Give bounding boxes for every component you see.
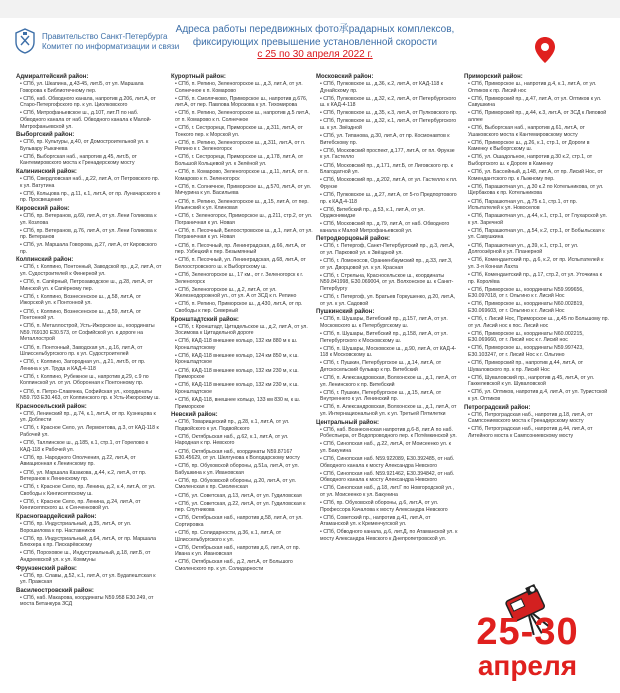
address-item: • СПб, пр. Индустриальный, д.35, лит.А, от ул. Ворошилова к пр. Наставников <box>20 521 162 534</box>
header <box>0 18 620 68</box>
address-item: • СПб, г. Красное Село, пр. Ленина, д.24, лит.А, от Кингисеппского ш. к Сенченковой ул. <box>20 499 162 512</box>
address-item: • СПб, ул. Бассейный, д.148, лит.А, от пр. Лисий Нос, от Комендантского пр. к Лыжному пер. <box>468 169 610 182</box>
address-item: • СПб, Парашютная ул., д.54, к.2, стр.1, от Бобыльская к ул. Савушкина <box>468 228 610 241</box>
address-item: • СПб, пр. Славы, д.52, к.1, лит.А, от ул. Будапештская к ул. Пражская <box>20 573 162 586</box>
address-item: • СПб, Московский проспект, д.177, лит.А, от пл. Фрунзе к ул. Гастелло <box>320 148 458 161</box>
address-item: • СПб, Октябрьская наб., напротив д.58, лит.А, от ул. Сортировка <box>175 515 313 528</box>
address-item: • СПб, г. Ломоносов, Ораниенбаумский пр., д.33, лит.З, от ул. Дворцовой ул. к ул. Красная <box>320 258 458 271</box>
address-item: • СПб, пр. Обуховской обороны, д.6, лит.А, от ул. Профессора Качалова к мосту Александра Невского <box>320 500 458 513</box>
address-item: • СПб, п. Сапёрный, Петрозаводское ш., д.28, лит.А, от Минской ул. к Сапёрному пер. <box>20 279 162 292</box>
address-item: • СПб, пр. Обуховской обороны, д.51а, лит.А, от ул. Бабушкина к ул. Ивановская <box>175 463 313 476</box>
address-item: • СПб, наб. Обводного канала, напротив д.206, лит.А, от Старо-Петергофского пр. к ул. Циолковского <box>20 96 162 109</box>
address-item: • СПб, Приморское ш., напротив д.4, к.1, лит.А, от ул. Оптиков к пр. Лисий нос <box>468 81 610 94</box>
address-item: • СПб, пр. Культуры, д.40, от Домостроительной ул. к Бульвару Рыкачева <box>20 139 162 152</box>
address-item: • СПб, Свердловская наб., д.22, лит.А, от Петровского пр. к ул. Ватутина <box>20 176 162 189</box>
address-item: • СПб, КАД-118 внешнее кольцо, 132 км 880 м к ш. Кронштадтскому <box>175 338 313 351</box>
address-column-3 <box>316 72 458 687</box>
address-item: • СПб, Московский пр., д.79, лит.А, от наб. Обводного канала к Малой Митрофаньевской ул. <box>320 221 458 234</box>
address-item: • СПб, ул. Типанова, д.30, лит.А, от пр. Космонавтов к Витебскому пр. <box>320 133 458 146</box>
district-heading: Красносельский район: <box>16 403 87 410</box>
address-item: • СПб, г. Пушкин, Петербургское ш., д.14, лит.А, от Детскосельский бульвар к пр. Витебский <box>320 360 458 373</box>
address-item: • СПб, ул. Шкапина, д.43-45, лит.Б, от ул. Маршала Говорова к Библиотечному пер. <box>20 81 162 94</box>
title-line-2: фиксирующих превышение установленной скорости <box>192 36 438 48</box>
title-dates: с 25 по 30 апреля 2022 г. <box>257 49 373 60</box>
address-item: • СПб, г. Пушкин, Петербургское ш., д.15, лит.А, от Внутреннего к ул. Ленинский пр. <box>320 390 458 403</box>
address-item: • СПб, ул. Маршала Казакова, д.44, к.2, лит.А, от пр. Ветеранов к Ленинскому пр. <box>20 470 162 483</box>
address-item: • СПб, п. Александровская, Волхонское ш., д.1, лит.А, от ул. Ленинского к пр. Витебский <box>320 375 458 388</box>
address-item: • СПб, г. Колпино, Рубежное ш., напротив д.29, с.9 по Колпинской ул. от ул. Оборонная к Понтонному пр. <box>20 374 162 387</box>
promo-dates-month: апреля <box>477 650 578 681</box>
address-item: • СПб, г. Колпино, Вознесенское ш., д.58, лит.А, от Ижорской ул. к Понтонной ул. <box>20 294 162 307</box>
government-logo <box>14 26 180 56</box>
logo-line-1: Правительство Санкт-Петербурга <box>42 32 168 41</box>
district-heading: Пушкинский район: <box>316 309 375 316</box>
address-item: • СПб, КАД-118 внешнее кольцо, 124 км 850 м, к ш. Кронштадтское <box>175 353 313 366</box>
address-item: • СПб, Приморский пр., д.47, лит.А, от ул. Оптиков к ул. Савушкина <box>468 96 610 109</box>
address-item: • СПб, Синопская наб. N59.922089, E30.392485, от наб. Обводного канала к мосту Александра Невского <box>320 456 458 469</box>
address-item: • СПб, Советский пр., напротив д.41, лит.А, от Атаманской ул. к Кременчугской ул. <box>320 515 458 528</box>
address-item: • СПб, п. Шушары, Витебский пр., д.157, лит.А, от ул. Московского ш. к Петербургскому ш. <box>320 316 458 329</box>
address-item: • СПб, пр. Обуховской обороны, д.20, лит.А, от ул. Смоленская к пр. Смоленская <box>175 478 313 491</box>
address-column-1 <box>16 72 162 687</box>
district-heading: Красногвардейский район: <box>16 514 97 521</box>
district-heading: Московский район: <box>316 74 374 80</box>
address-item: • СПб, Приморское ш., координаты N59.997423, E30.103247, от г. Лисий Нос к г. Ольгино <box>468 345 610 358</box>
promo-dates-range: 25-30 <box>476 611 579 653</box>
address-item: • СПб, КАД-118 внешнее кольцо, 132 км 230 м, к ш. Кронштадтское <box>175 382 313 395</box>
address-item: • СПб, Петроградская наб., напротив д.18, лит.А, от Сампсониевского моста к Гренадерскому мосту <box>468 412 610 425</box>
address-item: • СПб, пр. Индустриальный, д.64, лит.А, от пр. Маршала Блюхера к пр. Пискарёвскому <box>20 536 162 549</box>
district-heading: Петроградский район: <box>464 404 531 411</box>
address-item: • СПб, п. Понтонный, Заводская ул., д.16, лит.А, от Шлиссельбургского пр. к ул. Судостроителей <box>20 345 162 358</box>
promo-dates <box>435 613 620 681</box>
address-item: • СПб, Приморское ш., координаты N59.999656, E30.097018, от г. Ольгино к г. Лисий Нос <box>468 287 610 300</box>
address-item: • СПб, КАД-118 внешнее кольцо, 132 км 230 м, к ш. Приморское <box>175 368 313 381</box>
address-item: • СПб, п. Металлострой, Усть-Ижорское ш., координаты N59.769130 E30.573, от Софийской ул. к дороге на Металлострой <box>20 323 162 343</box>
address-item: • СПб, Пулковское ш., д.27, лит.А, от 5-го Предпортового пр. к КАД-4-118 <box>320 192 458 205</box>
address-item: • СПб, ул. Маршала Говорова, д.27, лит.А, от Кировского пр. <box>20 242 162 255</box>
address-item: • СПб, Шуваловский пр., напротив д.45, лит.А, от ул. Гаккелевской к ул. Шуваловской <box>468 375 610 388</box>
address-item: • СПб, п. Репино, Зеленогорское ш., напротив д.5 лит.А, от п. Комарово к п. Солнечное <box>175 110 313 123</box>
address-item: • СПб, п. Репино, Зеленогорское ш., д.3, лит.А, от ул. Солнечное к п. Комарово <box>175 81 313 94</box>
address-item: • СПб, Приморский пр., напротив д.44, лит.А, от Шуваловского пр. к пр. Лисий Нос <box>468 360 610 373</box>
address-item: • СПб, п. Комарово, Зеленогорское ш., д.11, лит.А, от п. Комарово к п. Зеленогорск <box>175 169 313 182</box>
district-heading: Адмиралтейский район: <box>16 74 89 80</box>
address-item: • СПб, г. Стрельна, Красносельское ш., координаты N59.841998, E30.069004, от ул. Волхонское ш. к Санкт-Петербургу <box>320 273 458 293</box>
address-item: • СПб, г. Петергоф, ул. Братьев Горкушенко, д.20, лит.А, от ул. к ул. Садовой <box>320 294 458 307</box>
address-item: • СПб, Приморское ш., координаты N60.002215, E30.069660, от г. Лисий нос к г. Лисий нос <box>468 331 610 344</box>
logo-line-2: Комитет по информатизации и связи <box>42 42 180 51</box>
address-item: • СПб, Октябрьская наб., д.2, лит.А, от Большого Смоленского пр. к ул. Солидарности <box>175 559 313 572</box>
district-heading: Выборгский район: <box>16 132 75 139</box>
address-item: • СПб, г. Красное Село, пр. Ленина, д.2, к.4, лит.А, от ул. Свободы к Кингисеппскому ш. <box>20 484 162 497</box>
address-item: • СПб, ул. Оптиков, напротив д.4, лит.А, от ул. Туристской к ул. Оптиков <box>468 389 610 402</box>
address-item: • СПб, наб. Макарова, координаты N59.958 E30.249, от моста Бетанкура ЗСД <box>20 595 162 608</box>
address-item: • СПб, п. Песочный, пр. Ленинградская, д.66, лит.А, от пер. Узбецкий к пер. Безымянный <box>175 243 313 256</box>
address-item: • СПб, Приморский пр., д.44, к.3, лит.А, от ЗСД к Липовой аллее <box>468 110 610 123</box>
address-column-2 <box>171 72 313 687</box>
address-item: • СПб, Московский пр., д.171, лит.Б, от Лиговского пр. к Благодатной ул. <box>320 163 458 176</box>
address-item: • СПб, п. Репино, Зеленогорское ш., д.15, лит.А, от пер. Ильинский к ул. Клиновая <box>175 199 313 212</box>
district-heading: Калининский район: <box>16 169 77 176</box>
address-item: • СПб, Обводного канала, д.6, лит.Д, по Атаманской ул. к мосту Александра Невского к Днепропетровской ул. <box>320 529 458 542</box>
address-item: • СПб, г. Красное Село, ул. Лермонтова, д.3, от КАД-118 к Рабочей ул. <box>20 425 162 438</box>
address-item: • СПб, Пулковское ш., д.35, к.3, лит.А, от Пулковского пр. <box>320 110 458 117</box>
page-title <box>170 24 460 62</box>
address-item: • СПб, Митрофаньевское ш., д.10Т, лит.П по наб. Обводного канала от наб. Обводного канала к Малой-Митрофаньевской ул. <box>20 110 162 130</box>
district-heading: Курортный район: <box>171 74 226 80</box>
address-item: • СПб, Комендантский пр., д.6, к.2, от пр. Испытателей к ул. 3-я Конная Лахта <box>468 257 610 270</box>
location-pin-icon <box>534 36 556 64</box>
address-item: • СПб, Октябрьская наб., координаты N59.87167 E30.45629, от ул. Шелгунова к Володарскому мосту <box>175 449 313 462</box>
address-item: • СПб, г. Кронштадт, Цитадельское ш., д.2, лит.А, от ул. Зосимова к Цитадельной дороге <box>175 324 313 337</box>
address-item: • СПб, Комендантский пр., д.17, стр.2, от ул. Уточкина к пр. Королёва <box>468 272 610 285</box>
address-item: • СПб, Пороховое ш., Индустриальный, д.18, лит.Б, от Андреевской ул. к ул. Коммуны <box>20 550 162 563</box>
address-item: • СПб, пр. Солидарности, д.36, к.1, лит.А, от Шлиссельбургского к ул. <box>175 530 313 543</box>
address-item: • СПб, Зеленогорское ш., 17 км., от г. Зеленогорск к г. Зеленогорск <box>175 272 313 285</box>
address-item: • СПб, п. Репино, Приморское ш., д.430, лит.А, от пр. Свободы к пер. Северный <box>175 301 313 314</box>
address-item: • СПб, Октябрьская наб., д.62, к.1, лит.А, от ул. Народная к пр. Невского <box>175 434 313 447</box>
address-item: • СПб, г. Сестрорецк, Приморское ш., д.178, лит.А, от Большой Кольцевой ул. к Зелёной ул. <box>175 154 313 167</box>
address-item: • СПб, ул. Ошадольное, напротив д.30 к.2, стр.1, от Выборгского ш. к Дороге в Каменку <box>468 154 610 167</box>
address-item: • СПб, пр. Ветеранов, д.69, лит.А, от ул. Лени Голикова к ул. Козлова <box>20 213 162 226</box>
address-item: • СПб, Парашютная ул., д.75 к.1, стр.1, от пр. Испытателей к ул. Новоселов <box>468 199 610 212</box>
address-item: • СПб, Пулковское ш., д.32, к.1, лит.А, от Петербургского ш. к ул. Звёздной <box>320 118 458 131</box>
address-item: • СПб, Товарищеский пр., д.28, к.1, лит.А, от ул. Подвойского к ул. Подвойского <box>175 419 313 432</box>
address-item: • СПб, Выборгская наб., напротив д.45, лит.Б, от Кантемировского моста к Гренадерскому мосту <box>20 154 162 167</box>
address-item: • СПб, КАД-118, внешнее кольцо, 133 км 830 м, к ш. Приморское <box>175 397 313 410</box>
address-item: • СПб, пр. Ветеранов, д.76, лит.А, от ул. Лени Голикова к пр. Ветеранов <box>20 228 162 241</box>
address-item: • СПб, Синопская наб., д.22, лит.А, от Моисеенко ул. к ул. Бакунина <box>320 441 458 454</box>
address-item: • СПб, Приморское ш., координаты N60.002819, E30.069603, от г. Ольгино к г. Лисий Нос <box>468 301 610 314</box>
address-item: • СПб, г. Колпино, Понтонный, Заводской пр., д.2, лит.А, от ул. Судостроителей к Финерной ул. <box>20 264 162 277</box>
address-item: • СПб, Зеленогорское ш., д.2, лит.А, от ул. Железнодорожной ул., от ул. А от ЗСД к п. Репино <box>175 287 313 300</box>
address-item: • СПб, ул. Советская, д.22, лит.А, от ул. Гудиловская к пер. Спутникова <box>175 501 313 514</box>
address-item: • СПб, Приморское ш., д.26, к.1, стр.1, от Дороги в Каменку к Выборгскому ш. <box>468 140 610 153</box>
address-item: • СПб, п. Петро-Славянка, Софийская ул., координаты N59.793 E30.463, от Колпинского пр. к Усть-Ижорскому ш. <box>20 389 162 402</box>
address-item: • СПб, Парашютная ул., д.44, к.1, стр.1, от Глухарской ул. к ул. Заречной <box>468 213 610 226</box>
address-item: • СПб, наб. Вознесенская напротив д.6-8, лит.А по наб. Робеспьера, от Водопроводного пер. к Потёмкинской ул. <box>320 427 458 440</box>
district-heading: Колпинский район: <box>16 257 74 264</box>
address-item: • СПб, г. Колпино, Загородная ул., д.21, лит.Б, от пр. Ленина к ул. Труда и КАД-4-118 <box>20 359 162 372</box>
address-item: • СПб, п. Смолячково, Приморское ш., напротив д.676, лит.А, от пер. Павлова Морозова к ул. Тихомирова <box>175 96 313 109</box>
address-item: • СПб, пр. Народного Ополчения, д.22, лит.А, от Авиационная к Ленинскому пр. <box>20 455 162 468</box>
address-item: • СПб, Выборгская наб., напротив д.61, лит.А, от Ушаковского моста к Кантемировскому мосту <box>468 125 610 138</box>
address-item: • СПб, Парашютная ул., д.39, к.1, стр.1, от ул. Долгоозёрной к ул. Планерной <box>468 243 610 256</box>
address-item: • СПб, Витебский пр., д.53, к.1, лит.А, от ул. Орджоникидзе <box>320 207 458 220</box>
address-item: • СПб, г. Лисий Нос, Приморское ш., д.45 по Большому пр. от ул. Лисий нос к пос. Лисий нос <box>468 316 610 329</box>
address-item: • СПб, Парашютная ул., д.30 к.2 по Котельникова, от ул. Щербакова к пр. Котельникова <box>468 184 610 197</box>
address-item: • СПб, г. Петергоф, Санкт-Петербургский пр., д.3, лит.А, от ул. Парковой ул. к Звёздной ул. <box>320 243 458 256</box>
district-heading: Приморский район: <box>464 74 523 80</box>
address-item: • СПб, Таллинское ш., д.185, к.1, стр.1, от Горелово к КАД-118 к Рабочей ул. <box>20 440 162 453</box>
address-item: • СПб, п. Песочный, Белоостровское ш., д.1, лит.А, от ул. Пограничная к ул. Новая <box>175 228 313 241</box>
address-item: • СПб, г. Колпино, Вознесенское ш., д.59, лит.А, от Понтонной ул. <box>20 309 162 322</box>
address-item: • СПб, Петроградская наб., напротив д.44, лит.А, от Литейного моста к Сампсониевскому мосту <box>468 426 610 439</box>
district-heading: Фрунзенский район: <box>16 565 77 572</box>
address-item: • СПб, г. Зеленогорск, Приморское ш., д.211, стр.2, от ул. Пограничная к ул. Новая <box>175 213 313 226</box>
district-heading: Центральный район: <box>316 419 379 426</box>
address-item: • СПб, Синопская наб., д.18, лит.Г по Новгородской ул., от ул. Моисеенко к ул. Бакунина <box>320 485 458 498</box>
address-item: • СПб, Синопская наб. N59.921462, E30.394842, от наб. Обводного канала к мосту Александра Невского <box>320 471 458 484</box>
address-item: • СПб, ул. Советская, д.13, лит.А, от ул. Гудиловская <box>175 493 313 500</box>
address-item: • СПб, п. Шушары, Витебский пр., д.158, лит.А, от ул. Петербургского к Московскому ш. <box>320 331 458 344</box>
coat-of-arms-icon <box>14 28 36 54</box>
address-item: • СПб, Московский пр., д.202, лит.А, от ул. Гастелло к пл. Фрунзе <box>320 177 458 190</box>
address-item: • СПб, п. Солнечное, Приморское ш., д.570, лит.А, от ул. Мичурина к ул. Васильева <box>175 184 313 197</box>
address-item: • СПб, г. Сестрорецк, Приморское ш., д.311, лит.А, от Тонкого пер. к Морской ул. <box>175 125 313 138</box>
address-item: • СПб, Пулковское ш., д.32, к.2, лит.А, от Петербургского ш. к КАД-4-118 <box>320 96 458 109</box>
address-item: • СПб, п. Песочный, ул. Ленинградская, д.68, лит.А, от Белоостровского ш. к Выборгскому ш. <box>175 257 313 270</box>
district-heading: Василеостровский район: <box>16 587 94 594</box>
address-item: • СПб, п. Шушары, Московское ш., д.90, лит.А, от КАД-4-118 к Московскому ш. <box>320 346 458 359</box>
title-line-1: Адреса работы передвижных фото承радарных комплексов, <box>175 24 455 35</box>
district-heading: Петродворцовый район: <box>316 236 391 243</box>
address-item: • СПб, Пулковское ш., д.36, к.2, лит.А, от КАД-118 к Дунайскому пр. <box>320 81 458 94</box>
address-item: • СПб, п. Репино, Зеленогорское ш., д.311, лит.А, от п. Репино к г. Зеленогорск <box>175 140 313 153</box>
address-item: • СПб, Октябрьская наб., напротив д.6, лит.А, от пр. Ивана к ул. Ивановская <box>175 545 313 558</box>
address-item: • СПб, Кольцова пр., д.11, к.1, лит.А, от пр. Луначарского к пр. Просвещения <box>20 191 162 204</box>
address-item: • СПб, Ленинский пр., д.74, к.1, лит.А, от пр. Кузнецова к ул. Доблести <box>20 411 162 424</box>
address-item: • СПб, п. Александровская, Волхонское ш., д.1, лит.А, от ул. Интернациональной ул. к ул. Третьей Пятилетки <box>320 404 458 417</box>
top-bar <box>0 0 620 18</box>
district-heading: Кронштадтский район: <box>171 316 239 323</box>
district-heading: Кировский район: <box>16 205 70 212</box>
district-heading: Невский район: <box>171 412 218 419</box>
